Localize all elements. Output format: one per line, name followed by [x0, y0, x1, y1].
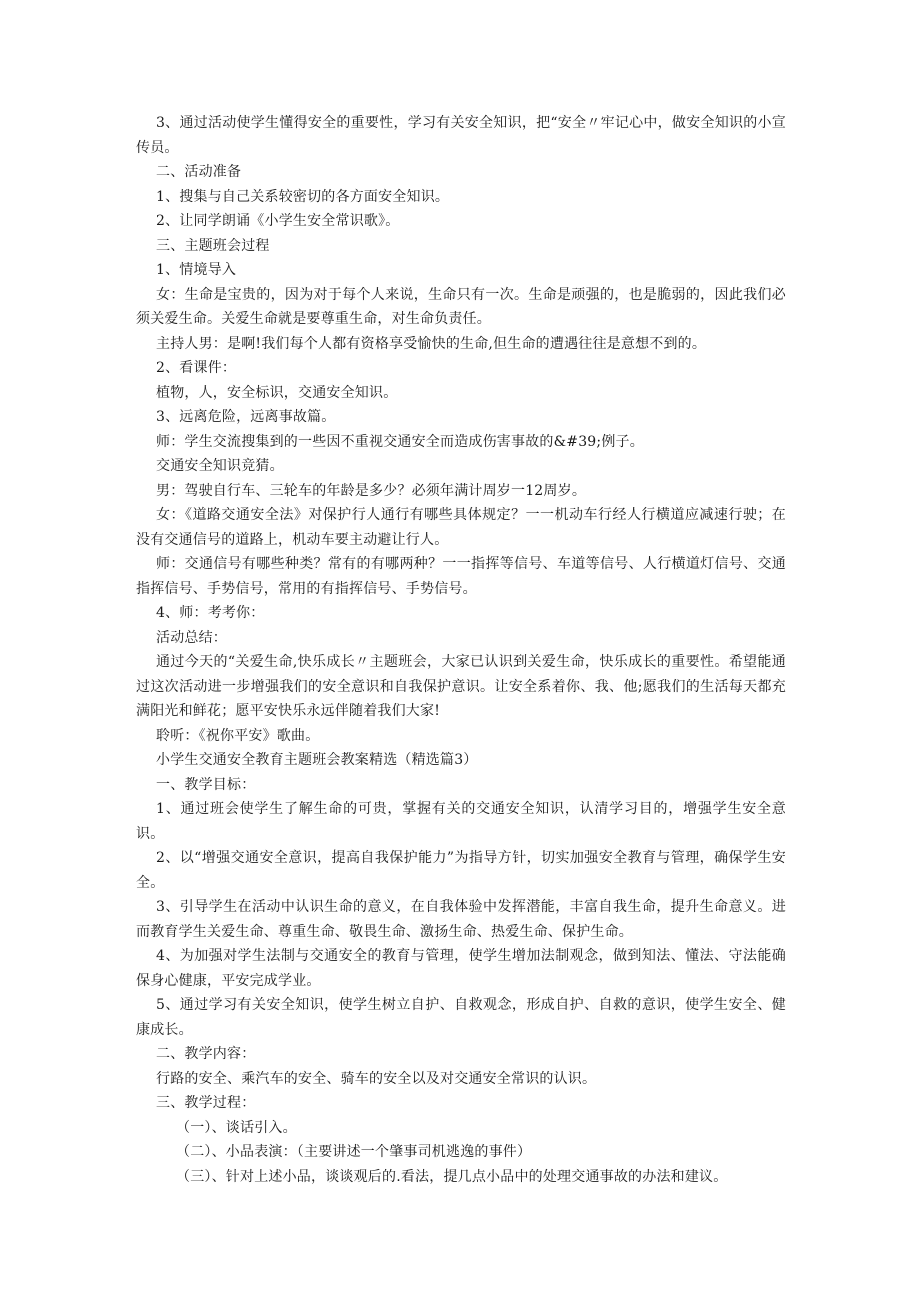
paragraph: 活动总结：	[156, 629, 227, 646]
paragraph: 交通安全知识竞猜。	[156, 458, 284, 474]
paragraph: 男：驾驶自行车、三轮车的年龄是多少？必须年满计周岁一12周岁。	[156, 482, 587, 499]
paragraph: （三）、针对上述小品，谈谈观后的.看法，提几点小品中的处理交通事故的办法和建议。	[176, 1168, 728, 1185]
paragraph: 4、师：考考你：	[156, 605, 265, 621]
article-title: 小学生交通安全教育主题班会教案精选（精选篇3）	[156, 752, 478, 768]
paragraph: 4、为加强对学生法制与交通安全的教育与管理，使学生增加法制观念，做到知法、懂法、守法能确保身心健康，平安完成学业。	[136, 948, 786, 989]
paragraph: 2、让同学朗诵《小学生安全常识歌》。	[156, 213, 400, 229]
paragraph: 2、以“增强交通安全意识，提高自我保护能力”为指导方针，切实加强安全教育与管理，确保学生安全。	[136, 850, 786, 891]
paragraph: （一）、谈话引入。	[176, 1119, 297, 1136]
paragraph: 女：生命是宝贵的，因为对于每个人来说，生命只有一次。生命是顽强的，也是脆弱的，因此我们必须关爱生命。关爱生命就是要尊重生命，对生命负责任。	[136, 286, 786, 327]
paragraph: 主持人男：是啊!我们每个人都有资格享受愉快的生命,但生命的遭遇往往是意想不到的。	[156, 335, 707, 352]
section-heading: 二、活动准备	[156, 164, 242, 180]
paragraph: 3、引导学生在活动中认识生命的意义，在自我体验中发挥潜能，丰富自我生命，提升生命意义。进而教育学生关爱生命、尊重生命、敬畏生命、激扬生命、热爱生命、保护生命。	[136, 899, 786, 940]
paragraph: 1、搜集与自己关系较密切的各方面安全知识。	[156, 188, 450, 205]
paragraph: 通过今天的“关爱生命,快乐成长〃主题班会，大家已认识到关爱生命，快乐成长的重要性。希望能通过这次活动进一步增强我们的安全意识和自我保护意识。让安全系着你、我、他;愿我们的生活每天都充满阳光和鲜花；愿平安快乐永远伴随着我们大家!	[136, 654, 786, 719]
paragraph: 聆听：《祝你平安》歌曲。	[156, 727, 320, 744]
paragraph: 师：交通信号有哪些种类？常有的有哪两种？一一指挥等信号、车道等信号、人行横道灯信号、交通指挥信号、手势信号，常用的有指挥信号、手势信号。	[136, 556, 786, 597]
section-heading: 二、教学内容：	[156, 1046, 256, 1062]
section-heading: 一、教学目标：	[156, 776, 256, 793]
document-body	[136, 111, 786, 1189]
paragraph: 植物，人，安全标识，交通安全知识。	[156, 384, 398, 401]
paragraph: 3、远离危险，远离事故篇。	[156, 409, 336, 425]
paragraph: 3、通过活动使学生懂得安全的重要性，学习有关安全知识，把“安全〃牢记心中，做安全知识的小宣传员。	[136, 115, 786, 156]
paragraph: （二）、小品表演：（主要讲述一个肇事司机逃逸的事件）	[176, 1144, 532, 1160]
paragraph: 1、通过班会使学生了解生命的可贵，掌握有关的交通安全知识，认清学习目的，增强学生安全意识。	[136, 801, 786, 842]
section-heading: 三、主题班会过程	[156, 237, 270, 254]
paragraph: 师：学生交流搜集到的一些因不重视交通安全而造成伤害事故的&#39;例子。	[156, 433, 644, 450]
section-heading: 三、教学过程：	[156, 1095, 256, 1111]
paragraph: 1、情境导入	[156, 262, 237, 278]
paragraph: 5、通过学习有关安全知识，使学生树立自护、自救观念，形成自护、自救的意识，使学生安全、健康成长。	[136, 997, 786, 1038]
paragraph: 女：《道路交通安全法》对保护行人通行有哪些具体规定？一一机动车行经人行横道应减速行驶；在没有交通信号的道路上，机动车要主动避让行人。	[136, 507, 786, 548]
paragraph: 2、看课件：	[156, 360, 237, 376]
paragraph: 行路的安全、乘汽车的安全、骑车的安全以及对交通安全常识的认识。	[156, 1070, 597, 1087]
